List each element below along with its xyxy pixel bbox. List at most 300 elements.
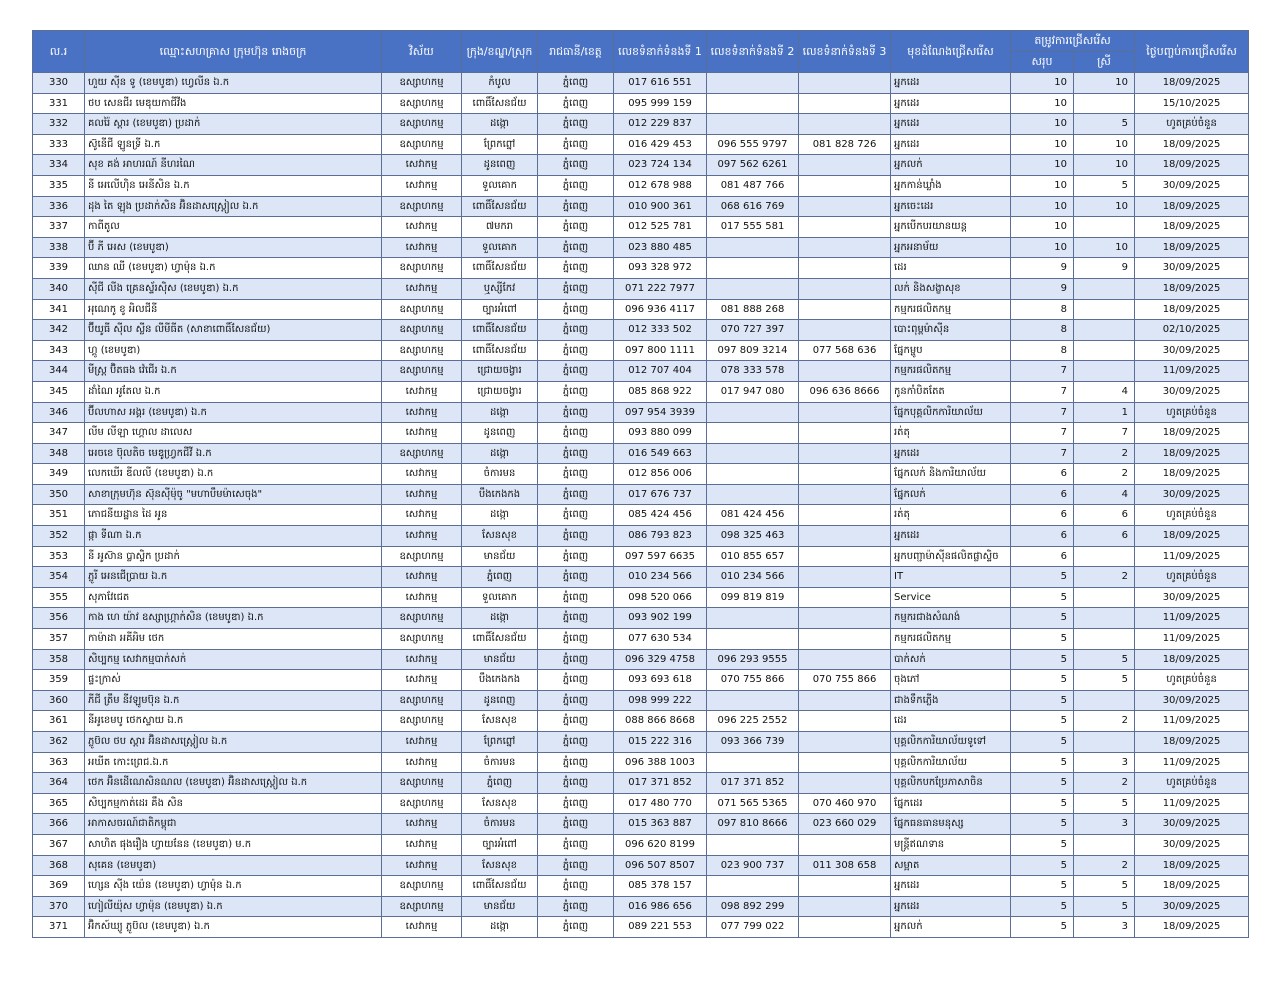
cell-sector: ឧស្សាហកម្ម <box>382 196 462 217</box>
cell-sector: សេវាកម្ម <box>382 484 462 505</box>
cell-total: 10 <box>1011 134 1074 155</box>
cell-phone-1: 093 328 972 <box>614 258 707 279</box>
cell-company-name: ឈាន ឈី (ខេមបូឌា) ហ្វាម៉ុន ឯ.ក <box>85 258 382 279</box>
cell-phone-2: 023 900 737 <box>707 855 799 876</box>
cell-company-name: ហៀលីយ៉ុស ហ្វាម៉ុន (ខេមបូឌា) ឯ.ក <box>85 896 382 917</box>
table-row <box>33 690 1249 711</box>
cell-phone-1: 012 525 781 <box>614 217 707 238</box>
cell-company-name: ប៊ី ភី អេស (ខេមបូឌា) <box>85 237 382 258</box>
cell-phone-2 <box>707 73 799 94</box>
cell-no: 346 <box>33 402 85 423</box>
cell-phone-1: 015 222 316 <box>614 732 707 753</box>
cell-company-name: ហួយ ស៊ីន ទូ (ខេមបូឌា) ហ្វេលីន ឯ.ក <box>85 73 382 94</box>
cell-phone-3 <box>799 258 891 279</box>
cell-company-name: ភោជនីយដ្ឋាន ដៃ អូន <box>85 505 382 526</box>
cell-phone-3 <box>799 732 891 753</box>
cell-phone-3: 070 755 866 <box>799 670 891 691</box>
cell-province: ភ្នំពេញ <box>538 361 614 382</box>
table-header <box>33 31 1249 73</box>
table-row <box>33 484 1249 505</box>
cell-sector: សេវាកម្ម <box>382 855 462 876</box>
cell-no: 345 <box>33 381 85 402</box>
cell-phone-1: 017 371 852 <box>614 773 707 794</box>
cell-phone-3 <box>799 361 891 382</box>
cell-sector: សេវាកម្ម <box>382 752 462 773</box>
cell-position: អ្នកដេរ <box>891 114 1011 135</box>
cell-phone-3 <box>799 155 891 176</box>
cell-phone-1: 015 363 887 <box>614 814 707 835</box>
cell-total: 5 <box>1011 711 1074 732</box>
cell-phone-2: 068 616 769 <box>707 196 799 217</box>
cell-district: ដង្កោ <box>462 402 538 423</box>
cell-phone-1: 085 868 922 <box>614 381 707 402</box>
cell-female <box>1074 340 1135 361</box>
table-row <box>33 320 1249 341</box>
cell-deadline: 18/09/2025 <box>1135 217 1249 238</box>
cell-position: បាក់សក់ <box>891 649 1011 670</box>
cell-phone-3 <box>799 649 891 670</box>
cell-sector: សេវាកម្ម <box>382 381 462 402</box>
cell-female <box>1074 320 1135 341</box>
cell-province: ភ្នំពេញ <box>538 73 614 94</box>
cell-deadline: 30/09/2025 <box>1135 834 1249 855</box>
table-row <box>33 793 1249 814</box>
header-row-top <box>33 31 1249 52</box>
cell-district: បឹងកេងកង <box>462 484 538 505</box>
cell-phone-2 <box>707 443 799 464</box>
cell-phone-3 <box>799 464 891 485</box>
cell-position: ដេរ <box>891 711 1011 732</box>
cell-female: 5 <box>1074 175 1135 196</box>
cell-position: អ្នកចេះដេរ <box>891 196 1011 217</box>
cell-district: សែនសុខ <box>462 711 538 732</box>
cell-sector: ឧស្សាហកម្ម <box>382 629 462 650</box>
cell-female <box>1074 629 1135 650</box>
cell-phone-3 <box>799 711 891 732</box>
cell-district: មានជ័យ <box>462 546 538 567</box>
cell-company-name: សិប្បកម្ម សេវាកម្មបាក់សក់ <box>85 649 382 670</box>
cell-position: ផ្នែកធនធានមនុស្ស <box>891 814 1011 835</box>
cell-deadline: 11/09/2025 <box>1135 793 1249 814</box>
table-row <box>33 917 1249 938</box>
cell-total: 7 <box>1011 402 1074 423</box>
cell-phone-2: 097 562 6261 <box>707 155 799 176</box>
cell-no: 365 <box>33 793 85 814</box>
table-row <box>33 381 1249 402</box>
cell-phone-1: 096 936 4117 <box>614 299 707 320</box>
cell-sector: សេវាកម្ម <box>382 917 462 938</box>
cell-phone-2 <box>707 278 799 299</box>
cell-female: 5 <box>1074 649 1135 670</box>
cell-company-name: មីស្ត្រ ប៊ិតធង វ៉េជើរ ឯ.ក <box>85 361 382 382</box>
table-row <box>33 876 1249 897</box>
cell-province: ភ្នំពេញ <box>538 732 614 753</box>
cell-phone-2 <box>707 402 799 423</box>
cell-district: ពោធិ៍សែនជ័យ <box>462 93 538 114</box>
cell-phone-1: 085 424 456 <box>614 505 707 526</box>
cell-phone-2: 098 325 463 <box>707 526 799 547</box>
cell-female: 6 <box>1074 505 1135 526</box>
cell-no: 340 <box>33 278 85 299</box>
cell-no: 336 <box>33 196 85 217</box>
cell-district: ដង្កោ <box>462 114 538 135</box>
cell-total: 6 <box>1011 464 1074 485</box>
cell-sector: សេវាកម្ម <box>382 402 462 423</box>
cell-district: ពោធិ៍សែនជ័យ <box>462 320 538 341</box>
cell-company-name: ភ្លូប៊ល ថប ស្តារ អ៊ិនដាសស្ត្រៀល ឯ.ក <box>85 732 382 753</box>
cell-province: ភ្នំពេញ <box>538 649 614 670</box>
cell-company-name: ហ្គូ (ខេមបូឌា) <box>85 340 382 361</box>
cell-phone-1: 095 999 159 <box>614 93 707 114</box>
cell-phone-1: 023 724 134 <box>614 155 707 176</box>
cell-phone-1: 093 693 618 <box>614 670 707 691</box>
cell-deadline: 18/09/2025 <box>1135 855 1249 876</box>
cell-district: ច្បារអំពៅ <box>462 834 538 855</box>
cell-deadline: 11/09/2025 <box>1135 711 1249 732</box>
cell-province: ភ្នំពេញ <box>538 917 614 938</box>
cell-company-name: លេកឃើរ ឌីលលី (ខេមបូឌា) ឯ.ក <box>85 464 382 485</box>
cell-position: អ្នកដេរ <box>891 443 1011 464</box>
cell-no: 334 <box>33 155 85 176</box>
table-row <box>33 773 1249 794</box>
cell-district: ដង្កោ <box>462 505 538 526</box>
cell-total: 5 <box>1011 649 1074 670</box>
cell-province: ភ្នំពេញ <box>538 381 614 402</box>
cell-district: ច្បារអំពៅ <box>462 299 538 320</box>
cell-phone-3 <box>799 217 891 238</box>
table-row <box>33 732 1249 753</box>
cell-province: ភ្នំពេញ <box>538 608 614 629</box>
cell-female: 3 <box>1074 917 1135 938</box>
cell-sector: សេវាកម្ម <box>382 278 462 299</box>
cell-phone-1: 017 616 551 <box>614 73 707 94</box>
cell-province: ភ្នំពេញ <box>538 196 614 217</box>
cell-sector: ឧស្សាហកម្ម <box>382 114 462 135</box>
cell-phone-1: 077 630 534 <box>614 629 707 650</box>
cell-province: ភ្នំពេញ <box>538 526 614 547</box>
cell-position: កម្មករផលិតកម្ម <box>891 629 1011 650</box>
cell-phone-3 <box>799 402 891 423</box>
cell-deadline: 18/09/2025 <box>1135 526 1249 547</box>
cell-no: 353 <box>33 546 85 567</box>
cell-phone-3: 096 636 8666 <box>799 381 891 402</box>
cell-no: 362 <box>33 732 85 753</box>
cell-deadline: 18/09/2025 <box>1135 876 1249 897</box>
cell-province: ភ្នំពេញ <box>538 752 614 773</box>
cell-phone-3: 070 460 970 <box>799 793 891 814</box>
cell-deadline: 18/09/2025 <box>1135 917 1249 938</box>
cell-phone-3 <box>799 917 891 938</box>
table-row <box>33 855 1249 876</box>
cell-deadline: 18/09/2025 <box>1135 155 1249 176</box>
table-body <box>33 73 1249 938</box>
cell-position: អ្នកដេរ <box>891 896 1011 917</box>
cell-no: 341 <box>33 299 85 320</box>
cell-position: លក់ និងសង្ខាសុខ <box>891 278 1011 299</box>
table-row <box>33 834 1249 855</box>
table-row <box>33 814 1249 835</box>
cell-phone-1: 096 388 1003 <box>614 752 707 773</box>
cell-deadline: ហូតគ្រប់ចំនួន <box>1135 567 1249 588</box>
cell-female <box>1074 93 1135 114</box>
cell-phone-3 <box>799 175 891 196</box>
cell-phone-2: 077 799 022 <box>707 917 799 938</box>
cell-position: បុគ្គលិកការិយាល័យទូទៅ <box>891 732 1011 753</box>
cell-total: 5 <box>1011 567 1074 588</box>
cell-phone-1: 097 800 1111 <box>614 340 707 361</box>
cell-position: អ្នកលក់ <box>891 155 1011 176</box>
cell-sector: ឧស្សាហកម្ម <box>382 134 462 155</box>
cell-phone-3 <box>799 505 891 526</box>
cell-total: 6 <box>1011 546 1074 567</box>
cell-phone-2: 081 487 766 <box>707 175 799 196</box>
cell-sector: សេវាកម្ម <box>382 155 462 176</box>
cell-phone-3 <box>799 526 891 547</box>
cell-sector: ឧស្សាហកម្ម <box>382 546 462 567</box>
cell-phone-1: 017 676 737 <box>614 484 707 505</box>
cell-phone-3 <box>799 629 891 650</box>
cell-company-name: ដាំណៃ អូតែល ឯ.ក <box>85 381 382 402</box>
cell-phone-3 <box>799 114 891 135</box>
cell-phone-2 <box>707 93 799 114</box>
cell-deadline: 02/10/2025 <box>1135 320 1249 341</box>
cell-total: 10 <box>1011 217 1074 238</box>
cell-company-name: ផ្ទះក្រាស់ <box>85 670 382 691</box>
cell-company-name: នី អេលើហ៊ិន អេនីសិន ឯ.ក <box>85 175 382 196</box>
cell-phone-3 <box>799 876 891 897</box>
cell-province: ភ្នំពេញ <box>538 670 614 691</box>
cell-position: ផ្នែកបុគ្គលិកការិយាល័យ <box>891 402 1011 423</box>
cell-company-name: កាពីតូល <box>85 217 382 238</box>
cell-deadline: 18/09/2025 <box>1135 649 1249 670</box>
cell-phone-3 <box>799 587 891 608</box>
cell-company-name: ថេក អ៊ិនដើណេសិនណល (ខេមបូឌា) អ៊ិនដាសស្ត្រៀល ឯ.ក <box>85 773 382 794</box>
cell-district: បឹងកេងកង <box>462 670 538 691</box>
cell-district: ជ្រោយចង្វារ <box>462 361 538 382</box>
job-vacancy-table <box>32 30 1249 938</box>
cell-female: 10 <box>1074 196 1135 217</box>
cell-position: ជាងទឹកភ្លើង <box>891 690 1011 711</box>
cell-district: មានជ័យ <box>462 649 538 670</box>
cell-district: ពោធិ៍សែនជ័យ <box>462 340 538 361</box>
cell-female <box>1074 361 1135 382</box>
cell-deadline: 30/09/2025 <box>1135 484 1249 505</box>
cell-deadline: 18/09/2025 <box>1135 134 1249 155</box>
cell-phone-3 <box>799 752 891 773</box>
table-row <box>33 567 1249 588</box>
cell-phone-3 <box>799 196 891 217</box>
cell-district: ចំការមន <box>462 814 538 835</box>
cell-phone-1: 088 866 8668 <box>614 711 707 732</box>
cell-no: 339 <box>33 258 85 279</box>
cell-position: អ្នកដេរ <box>891 134 1011 155</box>
cell-district: ទួលគោក <box>462 175 538 196</box>
cell-province: ភ្នំពេញ <box>538 814 614 835</box>
cell-phone-1: 010 234 566 <box>614 567 707 588</box>
header-position: មុខដំណែងជ្រើសរើស <box>891 31 1011 73</box>
cell-province: ភ្នំពេញ <box>538 320 614 341</box>
cell-deadline: 18/09/2025 <box>1135 278 1249 299</box>
cell-deadline: 30/09/2025 <box>1135 587 1249 608</box>
cell-phone-1: 012 229 837 <box>614 114 707 135</box>
cell-province: ភ្នំពេញ <box>538 834 614 855</box>
cell-province: ភ្នំពេញ <box>538 567 614 588</box>
cell-phone-3 <box>799 773 891 794</box>
cell-deadline: 30/09/2025 <box>1135 175 1249 196</box>
table-row <box>33 175 1249 196</box>
cell-deadline: 30/09/2025 <box>1135 381 1249 402</box>
cell-phone-3 <box>799 896 891 917</box>
cell-position: បោះពុម្ពម៉ាស៊ីន <box>891 320 1011 341</box>
cell-phone-1: 012 678 988 <box>614 175 707 196</box>
cell-deadline: 11/09/2025 <box>1135 752 1249 773</box>
cell-total: 5 <box>1011 732 1074 753</box>
cell-phone-2 <box>707 608 799 629</box>
cell-phone-3 <box>799 237 891 258</box>
cell-province: ភ្នំពេញ <box>538 876 614 897</box>
cell-female: 5 <box>1074 896 1135 917</box>
cell-position: អ្នកបញ្ជាម៉ាស៊ីនផលិតផ្លាស្ទិច <box>891 546 1011 567</box>
cell-sector: សេវាកម្ម <box>382 649 462 670</box>
cell-province: ភ្នំពេញ <box>538 629 614 650</box>
cell-female: 2 <box>1074 773 1135 794</box>
job-listing-sheet <box>32 30 1248 938</box>
cell-phone-2 <box>707 834 799 855</box>
cell-company-name: ភីជី ត្រឹម នីវឡូមប៊ុន ឯ.ក <box>85 690 382 711</box>
cell-no: 344 <box>33 361 85 382</box>
cell-phone-2: 099 819 819 <box>707 587 799 608</box>
cell-total: 9 <box>1011 258 1074 279</box>
cell-phone-2 <box>707 114 799 135</box>
cell-phone-3: 081 828 726 <box>799 134 891 155</box>
cell-total: 5 <box>1011 670 1074 691</box>
cell-no: 342 <box>33 320 85 341</box>
cell-deadline: 11/09/2025 <box>1135 629 1249 650</box>
cell-female: 10 <box>1074 155 1135 176</box>
cell-phone-2: 093 366 739 <box>707 732 799 753</box>
table-row <box>33 505 1249 526</box>
cell-district: ភ្នំពេញ <box>462 773 538 794</box>
cell-company-name: ផ្កា ទីណា ឯ.ក <box>85 526 382 547</box>
cell-phone-1: 085 378 157 <box>614 876 707 897</box>
cell-no: 367 <box>33 834 85 855</box>
cell-position: សម្អាត <box>891 855 1011 876</box>
cell-phone-3 <box>799 93 891 114</box>
cell-female: 4 <box>1074 381 1135 402</box>
table-row <box>33 629 1249 650</box>
cell-phone-1: 071 222 7977 <box>614 278 707 299</box>
table-row <box>33 114 1249 135</box>
cell-province: ភ្នំពេញ <box>538 505 614 526</box>
cell-district: ដង្កោ <box>462 917 538 938</box>
cell-province: ភ្នំពេញ <box>538 340 614 361</box>
cell-female: 5 <box>1074 876 1135 897</box>
cell-phone-2 <box>707 237 799 258</box>
cell-deadline: 18/09/2025 <box>1135 196 1249 217</box>
header-sector: វិស័យ <box>382 31 462 73</box>
cell-sector: សេវាកម្ម <box>382 505 462 526</box>
cell-total: 7 <box>1011 381 1074 402</box>
cell-female: 10 <box>1074 73 1135 94</box>
cell-no: 331 <box>33 93 85 114</box>
cell-total: 7 <box>1011 443 1074 464</box>
cell-phone-1: 093 880 099 <box>614 423 707 444</box>
cell-sector: ឧស្សាហកម្ម <box>382 773 462 794</box>
cell-province: ភ្នំពេញ <box>538 484 614 505</box>
cell-position: អ្នកបើកបរយានយន្ត <box>891 217 1011 238</box>
cell-position: កម្មករផលិតកម្ម <box>891 299 1011 320</box>
table-row <box>33 608 1249 629</box>
cell-no: 371 <box>33 917 85 938</box>
cell-female <box>1074 278 1135 299</box>
cell-no: 363 <box>33 752 85 773</box>
cell-deadline: 18/09/2025 <box>1135 423 1249 444</box>
cell-province: ភ្នំពេញ <box>538 217 614 238</box>
cell-deadline: ហូតគ្រប់ចំនួន <box>1135 670 1249 691</box>
cell-position: កូនកាំបិតតែត <box>891 381 1011 402</box>
cell-sector: សេវាកម្ម <box>382 567 462 588</box>
cell-district: ចំការមន <box>462 752 538 773</box>
cell-district: សែនសុខ <box>462 526 538 547</box>
cell-company-name: ថប សេនជីរ មេឌុយកាជីវីង <box>85 93 382 114</box>
cell-total: 5 <box>1011 629 1074 650</box>
cell-company-name: នី អូស៊ាន ប្លាស្ទិក ប្រដាក់ <box>85 546 382 567</box>
cell-no: 354 <box>33 567 85 588</box>
cell-deadline: 30/09/2025 <box>1135 896 1249 917</box>
cell-phone-3: 077 568 636 <box>799 340 891 361</box>
cell-district: ដូនពេញ <box>462 690 538 711</box>
cell-phone-2 <box>707 484 799 505</box>
cell-province: ភ្នំពេញ <box>538 793 614 814</box>
cell-sector: សេវាកម្ម <box>382 732 462 753</box>
table-row <box>33 546 1249 567</box>
cell-total: 5 <box>1011 793 1074 814</box>
cell-no: 333 <box>33 134 85 155</box>
cell-female <box>1074 690 1135 711</box>
table-row <box>33 217 1249 238</box>
cell-female <box>1074 546 1135 567</box>
cell-company-name: សុខ គង់ អាហរណ៍ នីហរណៃ <box>85 155 382 176</box>
cell-province: ភ្នំពេញ <box>538 690 614 711</box>
table-row <box>33 443 1249 464</box>
cell-deadline: 18/09/2025 <box>1135 443 1249 464</box>
cell-phone-2: 071 565 5365 <box>707 793 799 814</box>
cell-district: ពោធិ៍សែនជ័យ <box>462 629 538 650</box>
cell-province: ភ្នំពេញ <box>538 237 614 258</box>
table-row <box>33 93 1249 114</box>
cell-phone-1: 098 999 222 <box>614 690 707 711</box>
table-row <box>33 752 1249 773</box>
cell-province: ភ្នំពេញ <box>538 423 614 444</box>
cell-no: 335 <box>33 175 85 196</box>
cell-company-name: អេចខេ ប៊ុលតិច មេឌូហ្វ្រកជីវី ឯ.ក <box>85 443 382 464</box>
cell-sector: ឧស្សាហកម្ម <box>382 690 462 711</box>
cell-province: ភ្នំពេញ <box>538 546 614 567</box>
cell-no: 350 <box>33 484 85 505</box>
cell-no: 351 <box>33 505 85 526</box>
cell-total: 8 <box>1011 320 1074 341</box>
cell-phone-2: 081 888 268 <box>707 299 799 320</box>
cell-phone-3 <box>799 278 891 299</box>
cell-no: 359 <box>33 670 85 691</box>
cell-phone-2: 096 225 2552 <box>707 711 799 732</box>
cell-company-name: អឃីត កោះព្រេជ.ឯ.ក <box>85 752 382 773</box>
cell-sector: សេវាកម្ម <box>382 526 462 547</box>
cell-district: កំបូល <box>462 73 538 94</box>
cell-province: ភ្នំពេញ <box>538 175 614 196</box>
cell-phone-3 <box>799 567 891 588</box>
header-company-name: ឈ្មោះសហគ្រាស ក្រុមហ៊ុន រោងចក្រ <box>85 31 382 73</box>
